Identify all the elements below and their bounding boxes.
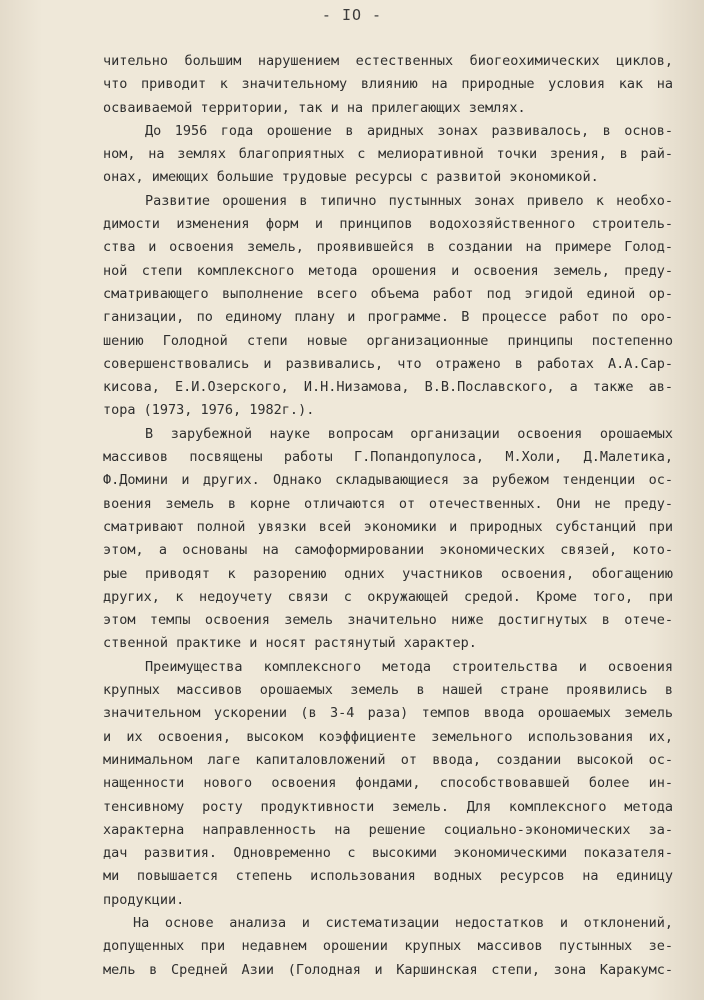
text-line: массивов посвящены работы Г.Попандопулоса, М.Холи, Д.Малетика,: [103, 449, 673, 466]
text-line: воения земель в корне отличаются от отечественных. Они не преду-: [103, 495, 673, 512]
text-line: Развитие орошения в типично пустынных зонах привело к необхо-: [145, 192, 673, 209]
text-line: продукции.: [103, 891, 185, 908]
text-line: совершенствовались и развивались, что отражено в работах А.А.Сар-: [103, 355, 673, 372]
text-line: сматривают полной увязки всей экономики и природных субстанций при: [103, 518, 673, 535]
text-line: кисова, Е.И.Озерского, И.Н.Низамова, В.В.Пославского, а также ав-: [103, 379, 673, 396]
text-line: На основе анализа и систематизации недостатков и отклонений,: [133, 914, 673, 931]
text-line: допущенных при недавнем орошении крупных массивов пустынных зе-: [103, 938, 673, 955]
text-line: других, к недоучету связи с окружающей средой. Кроме того, при: [103, 588, 673, 605]
text-line: Преимущества комплексного метода строительства и освоения: [145, 658, 673, 675]
page-number: - IO -: [321, 6, 383, 24]
text-line: нащенности нового освоения фондами, способствовавшей более ин-: [103, 775, 673, 792]
text-line: ной степи комплексного метода орошения и освоения земель, преду-: [103, 262, 673, 279]
text-line: ственной практике и носят растянутый характер.: [103, 635, 477, 652]
text-line: ми повышается степень использования водных ресурсов на единицу: [103, 868, 673, 885]
text-line: тора (1973, 1976, 1982г.).: [103, 402, 315, 419]
text-line: До 1956 года орошение в аридных зонах развивалось, в основ-: [145, 122, 673, 139]
text-line: сматривающего выполнение всего объема работ под эгидой единой ор-: [103, 285, 673, 302]
text-line: этом, а основаны на самоформировании экономических связей, кото-: [103, 542, 673, 559]
text-line: осваиваемой территории, так и на прилегающих землях.: [103, 99, 526, 116]
text-line: минимальном лаге капиталовложений от ввода, создании высокой ос-: [103, 751, 673, 768]
text-line: рые приводят к разорению одних участников освоения, обогащению: [103, 565, 673, 582]
text-line: тенсивному росту продуктивности земель. Для комплексного метода: [103, 798, 673, 815]
text-line: ганизации, по единому плану и программе. В процессе работ по оро-: [103, 309, 673, 326]
text-line: характерна направленность на решение социально-экономических за-: [103, 821, 673, 838]
text-line: онах, имеющих большие трудовые ресурсы с развитой экономикой.: [103, 169, 599, 186]
text-line: что приводит к значительному влиянию на природные условия как на: [103, 76, 673, 93]
text-line: этом темпы освоения земель значительно ниже достигнутых в отече-: [103, 612, 673, 629]
text-line: значительном ускорении (в 3-4 раза) темпов ввода орошаемых земель: [103, 705, 673, 722]
text-line: ства и освоения земель, проявившейся в создании на примере Голод-: [103, 239, 673, 256]
text-line: чительно большим нарушением естественных биогеохимических циклов,: [103, 53, 673, 69]
text-line: крупных массивов орошаемых земель в нашей стране проявились в: [103, 682, 673, 699]
body-text: [103, 50, 673, 982]
text-line: Ф.Домини и других. Однако складывающиеся за рубежом тенденции ос-: [103, 472, 673, 489]
text-line: мель в Средней Азии (Голодная и Каршинская степи, зона Каракумс-: [103, 961, 673, 978]
text-line: и их освоения, высоком коэффициенте земельного использования их,: [103, 728, 673, 745]
text-line: ном, на землях благоприятных с мелиоративной точки зрения, в рай-: [103, 146, 673, 163]
text-line: шению Голодной степи новые организационные принципы постепенно: [103, 332, 673, 349]
text-line: дач развития. Одновременно с высокими экономическими показателя-: [103, 845, 673, 862]
text-line: В зарубежной науке вопросам организации освоения орошаемых: [145, 425, 673, 442]
text-line: димости изменения форм и принципов водохозяйственного строитель-: [103, 216, 673, 233]
